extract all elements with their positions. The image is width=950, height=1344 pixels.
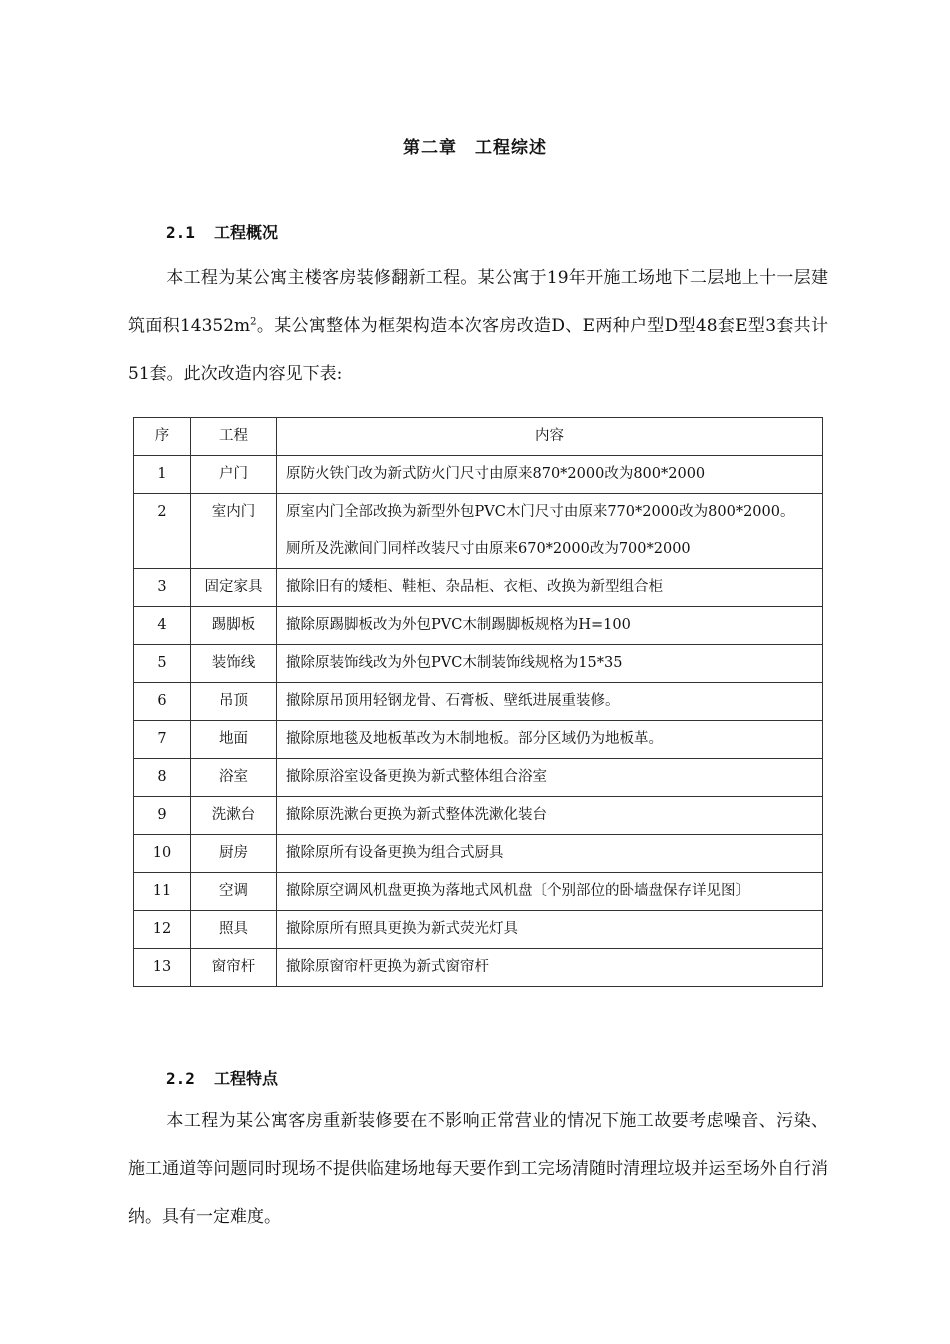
row-number: 2 [134, 494, 191, 569]
table-row [134, 797, 823, 835]
features-paragraph [128, 1097, 828, 1241]
content-line: 撤除旧有的矮柜、鞋柜、杂品柜、衣柜、改换为新型组合柜 [286, 579, 663, 595]
row-content [277, 607, 823, 645]
content-line: 撤除原踢脚板改为外包PVC木制踢脚板规格为H=100 [286, 617, 631, 633]
content-line: 撤除原浴室设备更换为新式整体组合浴室 [286, 769, 547, 785]
row-content [277, 797, 823, 835]
row-item-name: 窗帘杆 [191, 949, 277, 987]
row-number: 5 [134, 645, 191, 683]
row-item-name: 空调 [191, 873, 277, 911]
row-number: 3 [134, 569, 191, 607]
table-row [134, 494, 823, 569]
row-item-name: 厨房 [191, 835, 277, 873]
table-row [134, 456, 823, 494]
row-item-name: 踢脚板 [191, 607, 277, 645]
row-content [277, 456, 823, 494]
row-item-name: 户门 [191, 456, 277, 494]
row-content [277, 949, 823, 987]
content-line: 撤除原所有照具更换为新式荧光灯具 [286, 921, 518, 937]
row-content [277, 873, 823, 911]
row-content [277, 721, 823, 759]
row-content [277, 911, 823, 949]
table-header-row [134, 418, 823, 456]
overview-paragraph [128, 254, 828, 398]
table-row [134, 759, 823, 797]
table-body [134, 456, 823, 987]
row-content [277, 645, 823, 683]
row-content [277, 683, 823, 721]
row-item-name: 室内门 [191, 494, 277, 569]
row-item-name: 照具 [191, 911, 277, 949]
table-row [134, 607, 823, 645]
row-number: 12 [134, 911, 191, 949]
header-no: 序 [134, 418, 191, 456]
row-content [277, 494, 823, 569]
table-row [134, 911, 823, 949]
area-unit-superscript: 2 [250, 316, 257, 328]
row-item-name: 浴室 [191, 759, 277, 797]
row-number: 9 [134, 797, 191, 835]
row-item-name: 吊顶 [191, 683, 277, 721]
content-line: 撤除原装饰线改为外包PVC木制装饰线规格为15*35 [286, 655, 623, 671]
row-number: 8 [134, 759, 191, 797]
row-number: 1 [134, 456, 191, 494]
table-row [134, 873, 823, 911]
row-number: 7 [134, 721, 191, 759]
overview-text-part1: 本工程为某公寓主楼客房装修翻新工程。某公寓于19年开施工场地下二层地上十一层建筑面积14352m [128, 268, 828, 336]
row-number: 10 [134, 835, 191, 873]
table-row [134, 835, 823, 873]
section-heading-features [166, 1066, 278, 1089]
content-line: 撤除原洗漱台更换为新式整体洗漱化装台 [286, 807, 547, 823]
content-line: 撤除原地毯及地板革改为木制地板。部分区域仍为地板革。 [286, 731, 663, 747]
row-content [277, 835, 823, 873]
section-number: 2.1 [166, 223, 195, 242]
overview-text-part2: 。某公寓整体为框架构造本次客房改造D、E两种户型D型48套E型3套共计51套。此次改造内容见下表: [128, 316, 828, 384]
row-number: 13 [134, 949, 191, 987]
content-line: 撤除原窗帘杆更换为新式窗帘杆 [286, 959, 489, 975]
renovation-table [133, 417, 823, 987]
table-row [134, 949, 823, 987]
row-content [277, 569, 823, 607]
row-item-name: 固定家具 [191, 569, 277, 607]
section-title: 工程概况 [214, 223, 279, 242]
section-title: 工程特点 [214, 1069, 279, 1088]
row-item-name: 装饰线 [191, 645, 277, 683]
table-row [134, 721, 823, 759]
row-number: 4 [134, 607, 191, 645]
row-number: 11 [134, 873, 191, 911]
section-heading-overview [166, 220, 278, 243]
row-item-name: 地面 [191, 721, 277, 759]
table-row [134, 683, 823, 721]
content-line: 原室内门全部改换为新型外包PVC木门尺寸由原来770*2000改为800*2000。 [286, 504, 795, 520]
header-content: 内容 [277, 418, 823, 456]
row-number: 6 [134, 683, 191, 721]
content-line: 撤除原空调风机盘更换为落地式风机盘〔个别部位的卧墙盘保存详见图〕 [286, 883, 750, 899]
chapter-title: 第二章 工程综述 [403, 138, 547, 158]
content-line: 撤除原吊顶用轻钢龙骨、石膏板、壁纸进展重装修。 [286, 693, 620, 709]
content-line: 厕所及洗漱间门同样改装尺寸由原来670*2000改为700*2000 [286, 541, 691, 557]
content-line: 撤除原所有设备更换为组合式厨具 [286, 845, 504, 861]
row-content [277, 759, 823, 797]
table-row [134, 645, 823, 683]
features-text: 本工程为某公寓客房重新装修要在不影响正常营业的情况下施工故要考虑噪音、污染、施工通道等问题同时现场不提供临建场地每天要作到工完场清随时清理垃圾并运至场外自行消纳。具有一定难度。 [128, 1111, 828, 1227]
section-number: 2.2 [166, 1069, 195, 1088]
row-item-name: 洗漱台 [191, 797, 277, 835]
table-row [134, 569, 823, 607]
header-item: 工程 [191, 418, 277, 456]
content-line: 原防火铁门改为新式防火门尺寸由原来870*2000改为800*2000 [286, 466, 706, 482]
